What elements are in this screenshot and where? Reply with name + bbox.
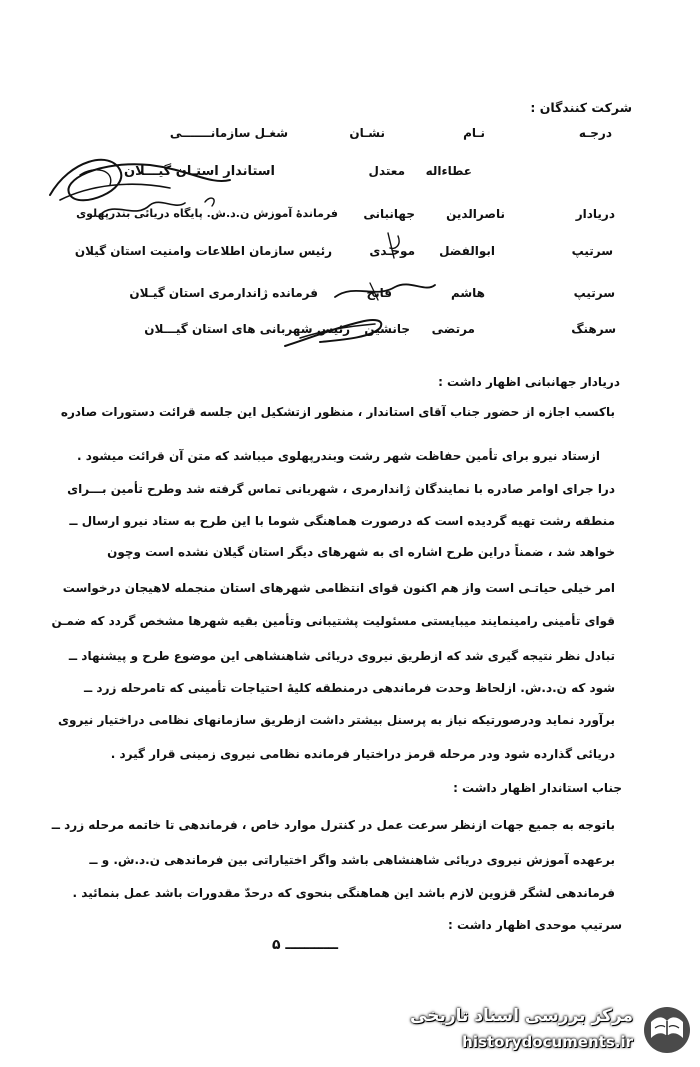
paragraph-line: برآورد نماید ودرصورتیکه نیاز به پرسنل بیشتر داشت ازطریق سازمانهای نظامی دراختیار نیروی: [57, 713, 615, 727]
paragraph-line: ازستاد نیرو برای تأمین حفاظت شهر رشت وبندرپهلوی میباشد که متن آن قرائت میشود .: [77, 449, 600, 463]
watermark: [410, 1000, 695, 1062]
signature-scribble-admiral: [95, 195, 190, 225]
paragraph-line: منطقه رشت تهیه گردیده است که درصورت هماهنگی شوما با این طرح به ستاد نیرو ارسال ــ: [69, 514, 615, 528]
paragraph-line: دریائی گذارده شود ودر مرحله قرمز دراختیار فرمانده نظامی نیروی زمینی قرار گیرد .: [110, 747, 615, 761]
paragraph-line: شود که ن.د.ش. ازلحاظ وحدت فرماندهی درمنطقه کلیهٔ احتیاجات تأمینی که تامرحله زرد ــ: [84, 681, 615, 695]
participant-rank: دریادار: [575, 207, 615, 221]
section-title-governor: جناب استاندار اظهار داشت :: [453, 781, 622, 795]
participant-position: فرمانده ژاندارمری استان گیـلان: [129, 286, 318, 300]
signature-scribble-fateh: [330, 275, 440, 305]
participant-name: عطاءاله: [425, 164, 472, 178]
column-header-name: نـام: [463, 126, 485, 140]
section-jahanbani-body: [51, 405, 615, 765]
watermark-url: historydocuments.ir: [462, 1033, 633, 1051]
participant-name: ناصرالدین: [446, 207, 505, 221]
participant-name: مرتضی: [431, 322, 475, 336]
participants-heading: شرکت کنندگان :: [530, 100, 632, 115]
participant-rank: سرهنگ: [571, 322, 616, 336]
paragraph-line: باتوجه به جمیع جهات ازنظر سرعت عمل در کنترل موارد خاص ، فرماندهی تا خاتمه مرحله زرد ــ: [51, 818, 615, 832]
column-header-position: شغـل سازمانـــــــی: [169, 126, 288, 140]
paragraph-line: خواهد شد ، ضمناً دراین طرح اشاره ای به شهرهای دیگر استان گیلان نشده است وچون: [107, 545, 615, 559]
participant-surname: جانشین: [364, 322, 410, 336]
participant-rank: سرتیپ: [573, 286, 615, 300]
paragraph-line: برعهده آموزش نیروی دریائی شاهنشاهی باشد واگر اختیاراتی بین فرماندهی ن.د.ش. و ــ: [89, 853, 615, 867]
column-header-surname: نشـان: [349, 126, 385, 140]
column-header-rank: درجـه: [578, 126, 612, 140]
signature-scribble-janeshin: [280, 308, 390, 353]
paragraph-line: باکسب اجازه از حضور جناب آقای استاندار ، منظور ازتشکیل این جلسه قرائت دستورات صادره: [60, 405, 615, 419]
participant-surname: جهانبانی: [363, 207, 415, 221]
section-governor-body: [51, 818, 615, 918]
participant-position: رئیس شهربانی های استان گیـــلان: [144, 322, 350, 336]
watermark-title: مرکز بررسی اسناد تاریخی: [410, 1006, 633, 1026]
participant-position: استاندار استـان گیـــلان: [124, 164, 275, 179]
page-number-mark: ـــــــــــ ۵: [272, 937, 339, 953]
paragraph-line: درا جرای اوامر صادره با نمایندگان ژاندارمری ، شهربانی تماس گرفته شد وطرح تأمین بـــرای: [67, 482, 615, 496]
participant-name: ابوالفضل: [439, 244, 495, 258]
participant-rank: سرتیپ: [571, 244, 613, 258]
paragraph-line: تبادل نظر نتیجه گیری شد که ازطریق نیروی دریائی شاهنشاهی این موضوع طرح و پیشنهاد ــ: [68, 649, 615, 663]
paragraph-line: امر خیلی حیاتـی است واز هم اکنون قوای انتظامی شهرهای استان منجمله لاهیجان درخواست: [62, 581, 615, 595]
participant-position: رئیس سازمان اطلاعات وامنیت استان گیلان: [74, 244, 332, 258]
paragraph-line: قوای تأمینی رامینمایند میبایستی مسئولیت پشتیبانی وتأمین بقیه شهرها مشخص گردد که ضمـن: [51, 614, 615, 628]
participant-surname: فاتح: [366, 286, 392, 300]
section-title-movahedi: سرتیپ موحدی اظهار داشت :: [448, 918, 622, 932]
open-book-logo-icon: [641, 1004, 693, 1056]
section-title-jahanbani: دریادار جهانبانی اظهار داشت :: [438, 375, 620, 389]
participant-name: هاشم: [450, 286, 485, 300]
paragraph-line: فرماندهی لشگر قزوین لازم باشد این هماهنگی بنحوی که درحدّ مقدورات باشد عمل بنمائید .: [72, 886, 615, 900]
participant-surname: معتدل: [368, 164, 405, 178]
participant-position: فرماندهٔ آموزش ن.د.ش. پایگاه دریائی بندرپهلوی: [76, 207, 338, 220]
signature-scribble-movahedi: [380, 228, 410, 268]
participant-surname: موحـدی: [369, 244, 415, 258]
